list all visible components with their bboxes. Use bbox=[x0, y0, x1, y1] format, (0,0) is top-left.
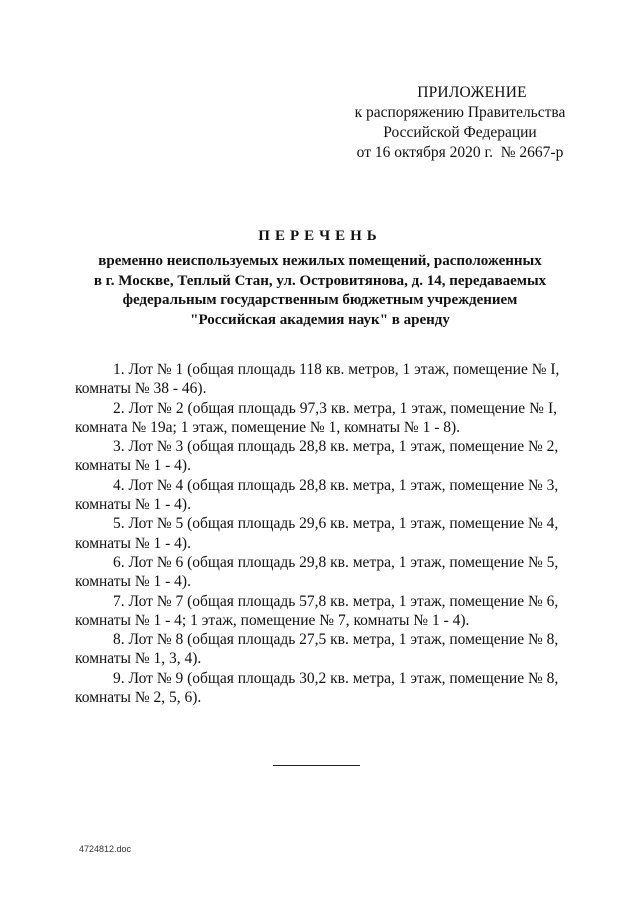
end-divider bbox=[273, 765, 360, 766]
appendix-line-date-number: от 16 октября 2020 г. № 2667-р bbox=[356, 144, 564, 161]
document-heading bbox=[60, 228, 580, 330]
list-item bbox=[75, 514, 557, 553]
appendix-line-government: Российской Федерации bbox=[383, 124, 537, 141]
list-item-line: 9. Лот № 9 (общая площадь 30,2 кв. метра, 1 этаж, помещение № 8, bbox=[113, 669, 559, 687]
list-item-line: комнаты № 1 - 4). bbox=[75, 496, 191, 514]
list-item-line: комната № 19а; 1 этаж, помещение № 1, комнаты № 1 - 8). bbox=[75, 418, 461, 436]
document-subtitle-line: временно неиспользуемых нежилых помещений, расположенных bbox=[98, 253, 542, 269]
list-item-line: 5. Лот № 5 (общая площадь 29,6 кв. метра, 1 этаж, помещение № 4, bbox=[113, 515, 559, 533]
list-item-line: комнаты № 1 - 4). bbox=[75, 457, 191, 475]
list-item bbox=[75, 669, 557, 708]
list-item bbox=[75, 476, 557, 515]
document-subtitle-line: "Российская академия наук" в аренду bbox=[190, 311, 450, 328]
list-item-line: 4. Лот № 4 (общая площадь 28,8 кв. метра, 1 этаж, помещение № 3, bbox=[113, 476, 559, 494]
file-code: 4724812.doc bbox=[79, 844, 132, 854]
list-item bbox=[75, 630, 557, 669]
appendix-line-order: к распоряжению Правительства bbox=[354, 104, 566, 121]
document-subtitle-line: федеральным государственным бюджетным учреждением bbox=[122, 292, 518, 308]
appendix-title: ПРИЛОЖЕНИЕ bbox=[417, 84, 527, 101]
list-item-line: 3. Лот № 3 (общая площадь 28,8 кв. метра, 1 этаж, помещение № 2, bbox=[113, 438, 559, 456]
list-item bbox=[75, 399, 557, 438]
list-item-line: комнаты № 1 - 4). bbox=[75, 573, 191, 591]
lot-list bbox=[75, 360, 560, 707]
list-item-line: 7. Лот № 7 (общая площадь 57,8 кв. метра, 1 этаж, помещение № 6, bbox=[113, 592, 559, 610]
list-item-line: 6. Лот № 6 (общая площадь 29,8 кв. метра, 1 этаж, помещение № 5, bbox=[113, 553, 559, 571]
list-item-line: комнаты № 1 - 4). bbox=[75, 534, 191, 552]
list-item bbox=[75, 360, 560, 399]
list-item-line: 1. Лот № 1 (общая площадь 118 кв. метров, 1 этаж, помещение № I, bbox=[113, 361, 560, 378]
list-item-line: комнаты № 1, 3, 4). bbox=[75, 650, 202, 668]
list-item-line: 2. Лот № 2 (общая площадь 97,3 кв. метра, 1 этаж, помещение № I, bbox=[113, 399, 557, 417]
appendix-block bbox=[320, 83, 600, 163]
list-item-line: комнаты № 1 - 4; 1 этаж, помещение № 7, комнаты № 1 - 4). bbox=[75, 611, 470, 629]
document-title: ПЕРЕЧЕНЬ bbox=[258, 228, 382, 244]
list-item-line: комнаты № 2, 5, 6). bbox=[75, 689, 202, 707]
document-subtitle-line: в г. Москве, Теплый Стан, ул. Островитянова, д. 14, передаваемых bbox=[93, 272, 547, 289]
list-item-line: 8. Лот № 8 (общая площадь 27,5 кв. метра, 1 этаж, помещение № 8, bbox=[113, 631, 559, 649]
list-item bbox=[75, 553, 557, 592]
list-item-line: комнаты № 38 - 46). bbox=[75, 380, 207, 398]
list-item bbox=[75, 437, 557, 476]
list-item bbox=[75, 592, 557, 631]
